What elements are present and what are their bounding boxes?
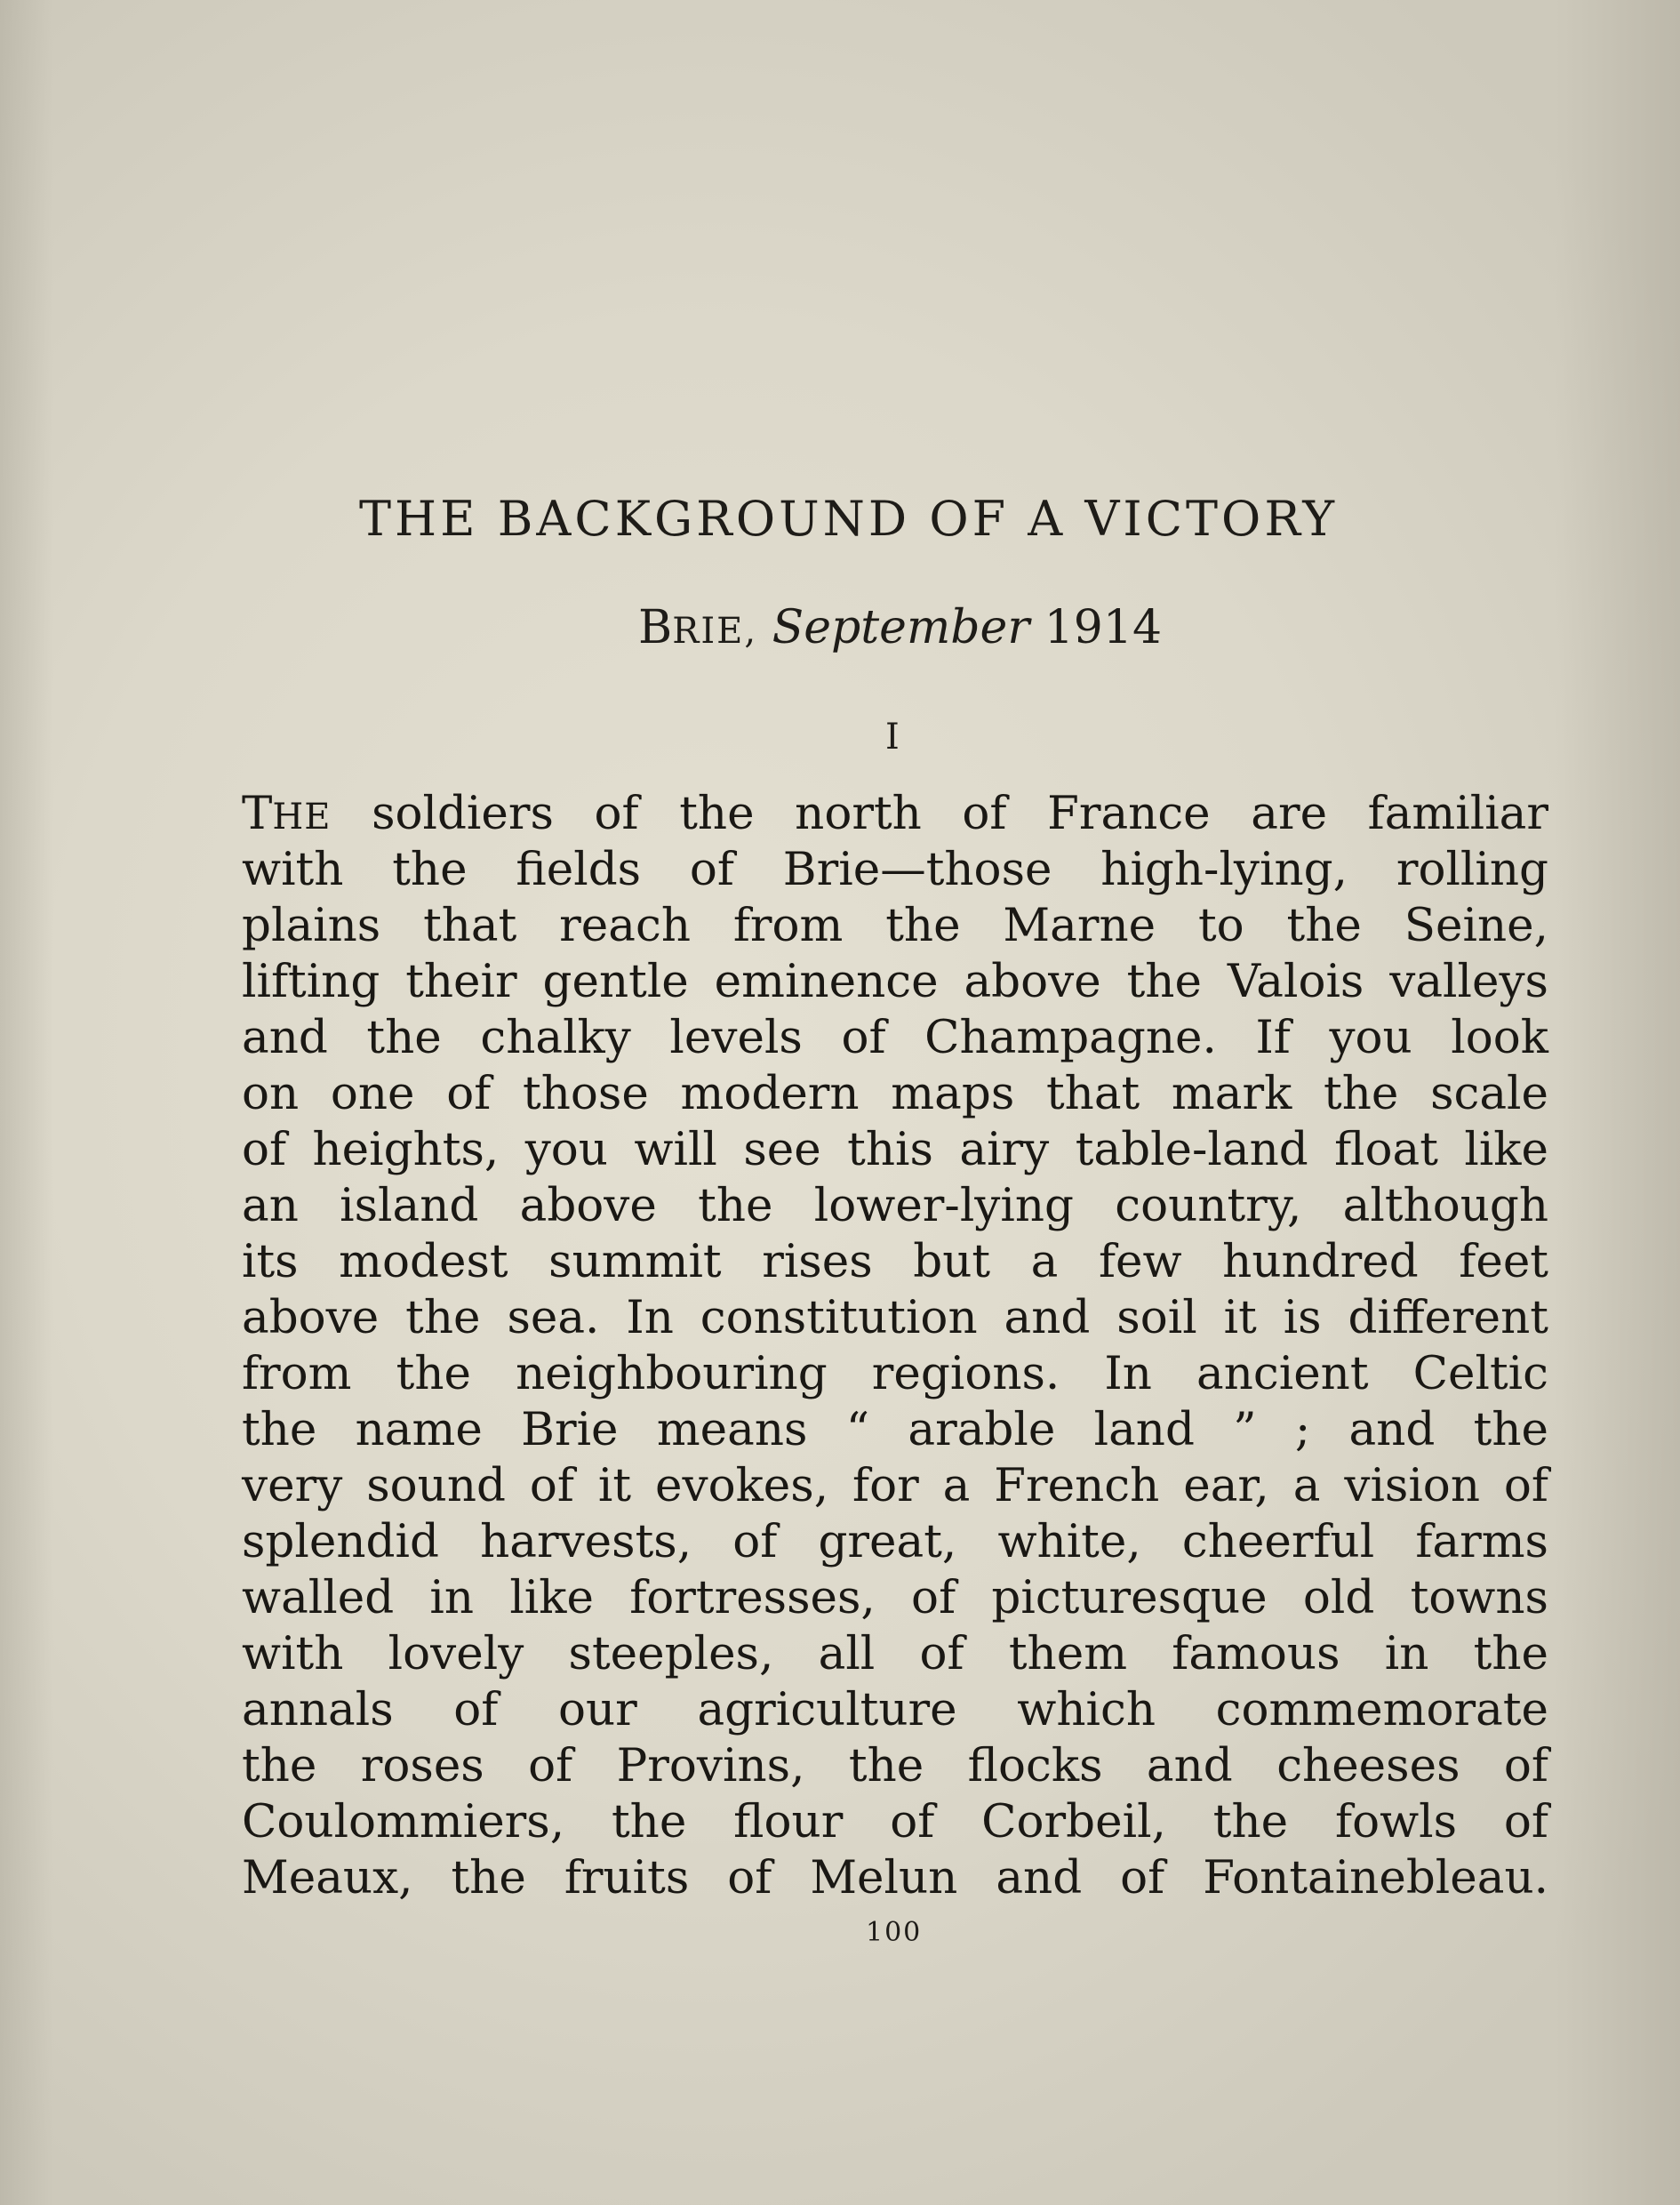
paragraph-line: an island above the lower-lying country, although bbox=[242, 1179, 1548, 1232]
paragraph-line: very sound of it evokes, for a French ear, a vision of bbox=[242, 1459, 1548, 1512]
subtitle-place-rest: RIE, bbox=[672, 611, 758, 652]
paragraph-line: annals of our agriculture which commemorate bbox=[242, 1683, 1548, 1736]
paragraph-line: above the sea. In constitution and soil it is different bbox=[242, 1291, 1548, 1344]
page-gutter-shadow bbox=[0, 0, 53, 2205]
lead-word-initial: T bbox=[242, 787, 273, 840]
chapter-subtitle bbox=[638, 601, 1162, 654]
page-edge-shadow bbox=[1556, 0, 1680, 2205]
paragraph-line: plains that reach from the Marne to the Seine, bbox=[242, 899, 1548, 952]
lead-word-rest: HE bbox=[272, 797, 332, 838]
subtitle-place-initial: B bbox=[638, 601, 673, 654]
paragraph-line bbox=[242, 786, 1548, 842]
paragraph-line-text: soldiers of the north of France are familiar bbox=[372, 787, 1548, 840]
section-number: I bbox=[885, 717, 900, 758]
paragraph-line: with lovely steeples, all of them famous in the bbox=[242, 1627, 1548, 1680]
paragraph-line: lifting their gentle eminence above the Valois valleys bbox=[242, 955, 1548, 1008]
paragraph-line: Coulommiers, the flour of Corbeil, the fowls of bbox=[242, 1795, 1548, 1848]
paragraph-line: its modest summit rises but a few hundred feet bbox=[242, 1235, 1548, 1288]
page-number: 100 bbox=[866, 1917, 923, 1948]
body-paragraph bbox=[242, 786, 1548, 1906]
paragraph-line: splendid harvests, of great, white, cheerful farms bbox=[242, 1515, 1548, 1568]
chapter-title: THE BACKGROUND OF A VICTORY bbox=[359, 491, 1338, 547]
paragraph-line: with the fields of Brie—those high-lying, rolling bbox=[242, 843, 1548, 896]
paragraph-line: on one of those modern maps that mark the scale bbox=[242, 1067, 1548, 1120]
paragraph-line: walled in like fortresses, of picturesque old towns bbox=[242, 1571, 1548, 1624]
paragraph-line: of heights, you will see this airy table-land float like bbox=[242, 1123, 1548, 1176]
paragraph-line: Meaux, the fruits of Melun and of Fontainebleau. bbox=[242, 1851, 1548, 1904]
paragraph-line: from the neighbouring regions. In ancient Celtic bbox=[242, 1347, 1548, 1400]
paragraph-line: and the chalky levels of Champagne. If you look bbox=[242, 1011, 1548, 1064]
subtitle-year: 1914 bbox=[1044, 601, 1163, 654]
paragraph-line: the name Brie means “ arable land ” ; and the bbox=[242, 1403, 1548, 1456]
paragraph-line: the roses of Provins, the flocks and cheeses of bbox=[242, 1739, 1548, 1792]
subtitle-month: September bbox=[772, 601, 1030, 654]
